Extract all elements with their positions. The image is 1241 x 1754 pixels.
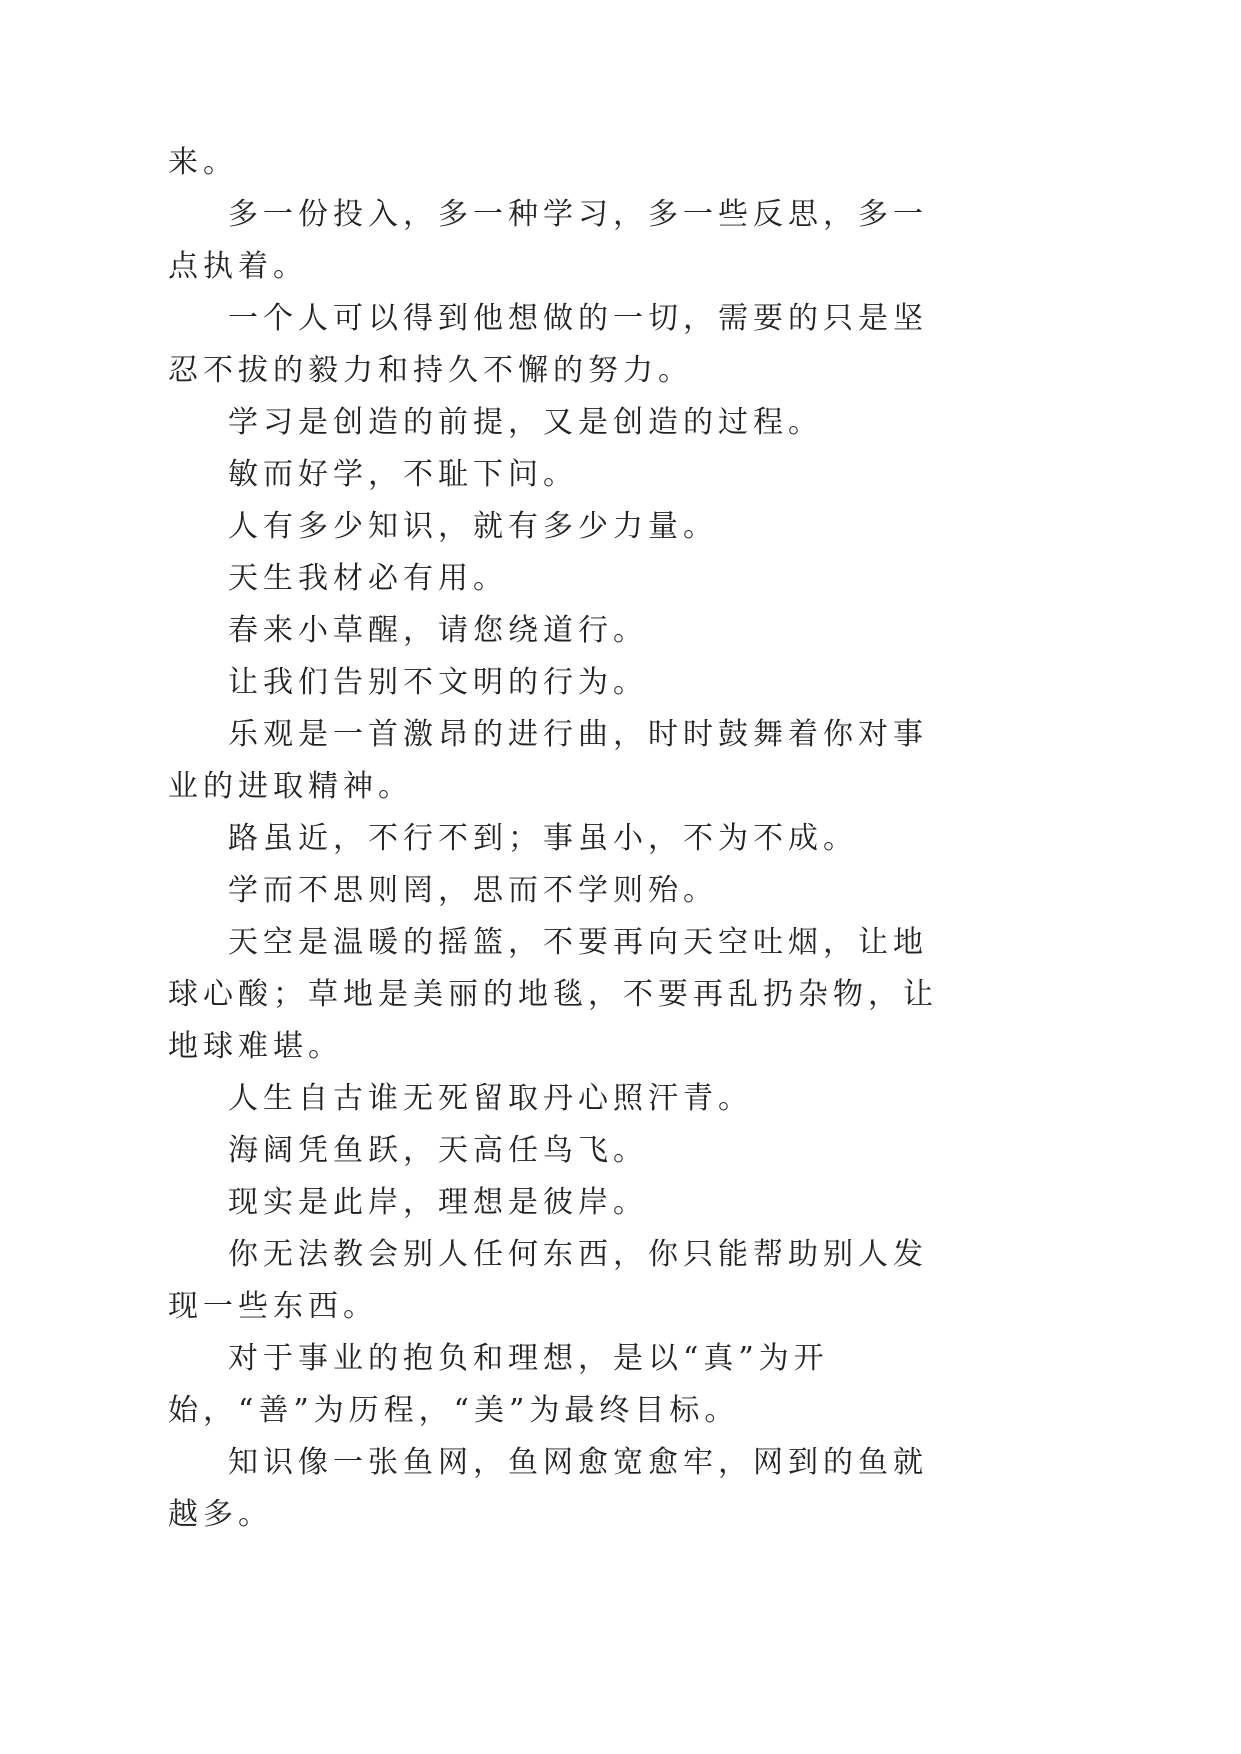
paragraph-16: 现实是此岸，理想是彼岸。 (228, 1185, 648, 1220)
paragraph-7: 天生我材必有用。 (228, 561, 508, 596)
paragraph-18: 对于事业的抱负和理想，是以“真”为开始，“善”为历程，“美”为最终目标。 (168, 1341, 829, 1428)
paragraph-4: 学习是创造的前提，又是创造的过程。 (228, 405, 823, 440)
paragraph-8: 春来小草醒，请您绕道行。 (228, 613, 648, 648)
paragraph-12: 学而不思则罔，思而不学则殆。 (228, 873, 718, 908)
paragraph-6: 人有多少知识，就有多少力量。 (228, 509, 718, 544)
paragraph-9: 让我们告别不文明的行为。 (228, 665, 648, 700)
paragraph-11: 路虽近，不行不到；事虽小，不为不成。 (228, 821, 858, 856)
paragraph-17: 你无法教会别人任何东西，你只能帮助别人发现一些东西。 (168, 1237, 928, 1324)
paragraph-13: 天空是温暖的摇篮，不要再向天空吐烟，让地球心酸；草地是美丽的地毯，不要再乱扔杂物，让地球难堪。 (168, 925, 938, 1064)
paragraph-10: 乐观是一首激昂的进行曲，时时鼓舞着你对事业的进取精神。 (168, 717, 928, 804)
paragraph-1: 来。 (168, 145, 238, 180)
paragraph-14: 人生自古谁无死留取丹心照汗青。 (228, 1081, 753, 1116)
paragraph-19: 知识像一张鱼网，鱼网愈宽愈牢，网到的鱼就越多。 (168, 1445, 928, 1532)
document-body (168, 137, 958, 1541)
paragraph-3: 一个人可以得到他想做的一切，需要的只是坚忍不拔的毅力和持久不懈的努力。 (168, 301, 928, 388)
paragraph-2: 多一份投入，多一种学习，多一些反思，多一点执着。 (168, 197, 928, 284)
paragraph-5: 敏而好学，不耻下问。 (228, 457, 578, 492)
paragraph-15: 海阔凭鱼跃，天高任鸟飞。 (228, 1133, 648, 1168)
